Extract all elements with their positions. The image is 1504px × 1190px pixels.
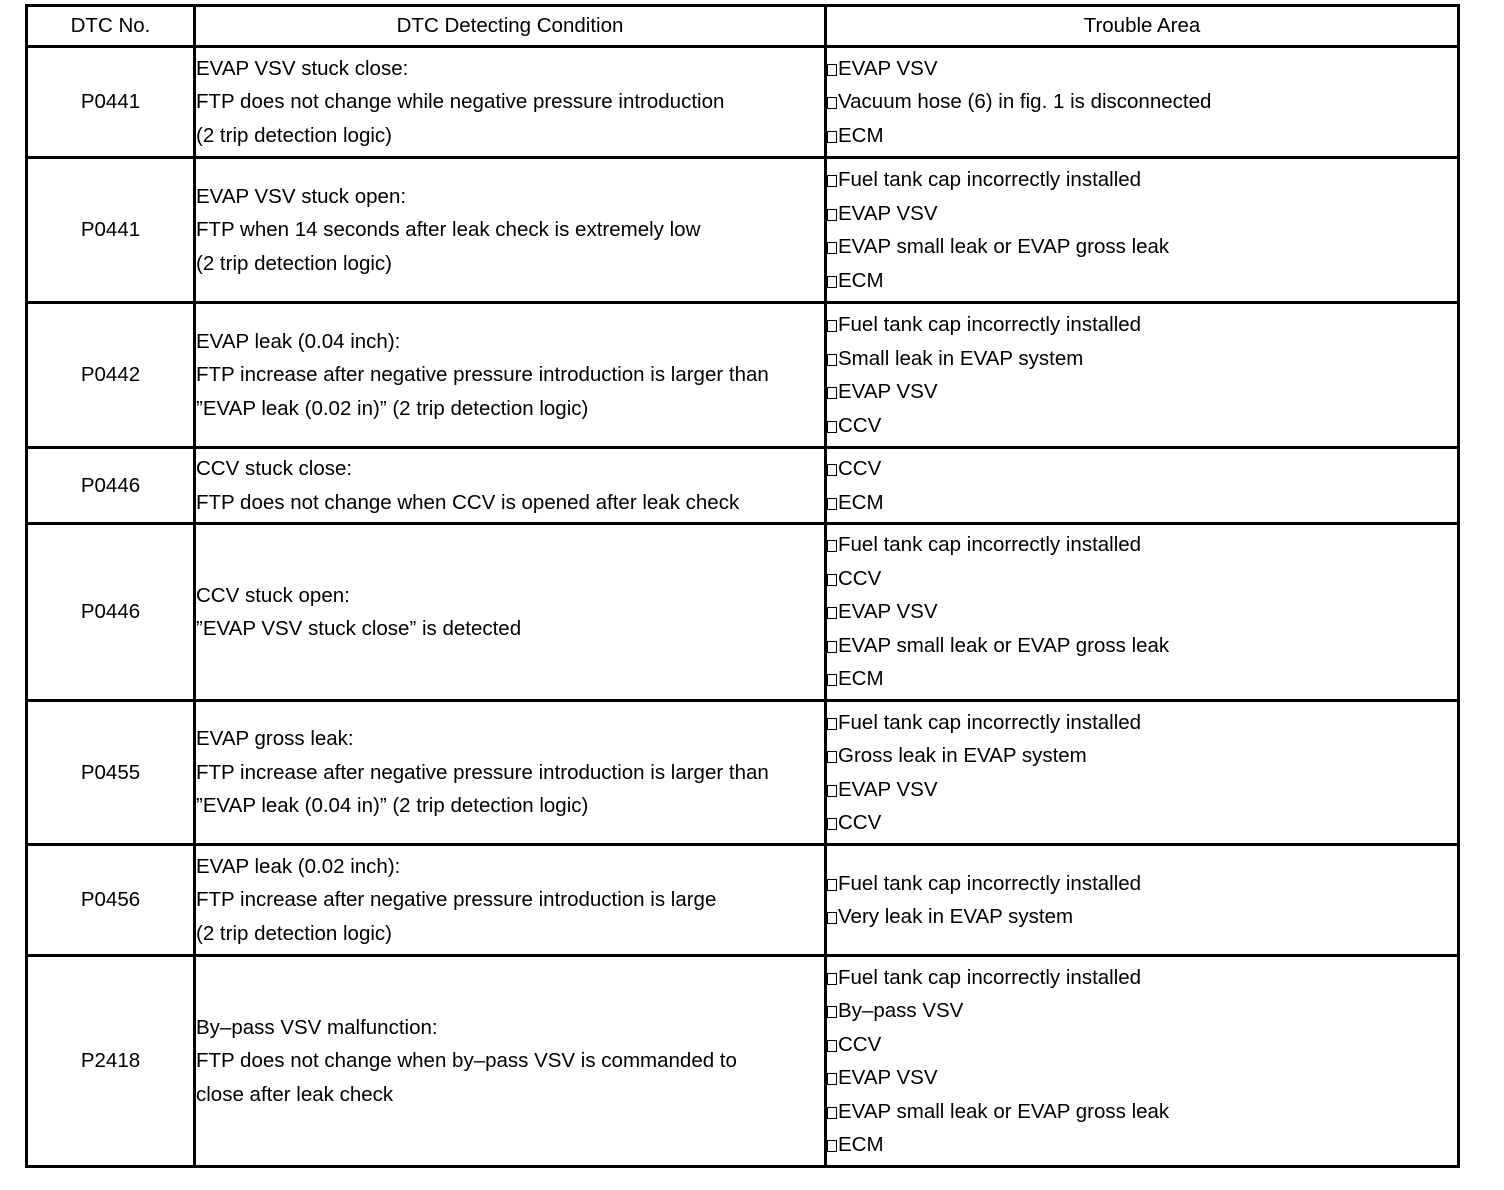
- trouble-item: ECM: [827, 1128, 1457, 1162]
- checkbox-icon: [827, 276, 837, 288]
- trouble-item: Small leak in EVAP system: [827, 342, 1457, 376]
- table-row: [27, 524, 1459, 701]
- checkbox-icon: [827, 718, 837, 730]
- trouble-item: ECM: [827, 119, 1457, 153]
- trouble-item: EVAP VSV: [827, 1061, 1457, 1095]
- condition-line: FTP does not change when by–pass VSV is commanded to: [196, 1049, 737, 1073]
- condition-line: FTP increase after negative pressure introduction is large: [196, 888, 717, 912]
- condition-line: FTP does not change while negative pressure introduction: [196, 90, 725, 114]
- trouble-item: Gross leak in EVAP system: [827, 739, 1457, 773]
- checkbox-icon: [827, 818, 837, 830]
- trouble-area: [826, 956, 1459, 1167]
- dtc-code: P0446: [27, 524, 195, 701]
- trouble-area: [826, 448, 1459, 524]
- table-row: [27, 158, 1459, 303]
- table-row: [27, 448, 1459, 524]
- condition-line: EVAP leak (0.04 inch):: [196, 329, 401, 353]
- checkbox-icon: [827, 131, 837, 143]
- checkbox-icon: [827, 973, 837, 985]
- checkbox-icon: [827, 387, 837, 399]
- trouble-item: EVAP VSV: [827, 375, 1457, 409]
- checkbox-icon: [827, 320, 837, 332]
- checkbox-icon: [827, 498, 837, 510]
- checkbox-icon: [827, 64, 837, 76]
- condition-line: By–pass VSV malfunction:: [196, 1015, 438, 1039]
- dtc-code: P0455: [27, 701, 195, 845]
- condition-line: CCV stuck open:: [196, 583, 350, 607]
- checkbox-icon: [827, 641, 837, 653]
- dtc-code: P0456: [27, 845, 195, 956]
- trouble-item: Fuel tank cap incorrectly installed: [827, 163, 1457, 197]
- header-detecting-condition: DTC Detecting Condition: [195, 6, 826, 47]
- trouble-area: [826, 303, 1459, 448]
- dtc-code: P0442: [27, 303, 195, 448]
- checkbox-icon: [827, 879, 837, 891]
- trouble-item: Fuel tank cap incorrectly installed: [827, 706, 1457, 740]
- condition-line: EVAP gross leak:: [196, 727, 354, 751]
- trouble-item: Fuel tank cap incorrectly installed: [827, 961, 1457, 995]
- detecting-condition: [195, 956, 826, 1167]
- trouble-area: [826, 845, 1459, 956]
- trouble-item: Fuel tank cap incorrectly installed: [827, 308, 1457, 342]
- dtc-table: [25, 4, 1460, 1168]
- checkbox-icon: [827, 1073, 837, 1085]
- condition-line: FTP increase after negative pressure introduction is larger than: [196, 760, 769, 784]
- trouble-item: ECM: [827, 486, 1457, 520]
- trouble-item: EVAP small leak or EVAP gross leak: [827, 629, 1457, 663]
- trouble-item: EVAP VSV: [827, 595, 1457, 629]
- trouble-item: Fuel tank cap incorrectly installed: [827, 528, 1457, 562]
- checkbox-icon: [827, 464, 837, 476]
- checkbox-icon: [827, 1040, 837, 1052]
- condition-line: FTP does not change when CCV is opened after leak check: [196, 490, 740, 514]
- trouble-area: [826, 47, 1459, 158]
- trouble-item: EVAP small leak or EVAP gross leak: [827, 1095, 1457, 1129]
- condition-line: EVAP VSV stuck close:: [196, 56, 409, 80]
- table-row: [27, 47, 1459, 158]
- checkbox-icon: [827, 574, 837, 586]
- trouble-item: ECM: [827, 264, 1457, 298]
- trouble-item: EVAP VSV: [827, 197, 1457, 231]
- condition-line: (2 trip detection logic): [196, 921, 392, 945]
- table-row: [27, 845, 1459, 956]
- trouble-item: Vacuum hose (6) in fig. 1 is disconnected: [827, 85, 1457, 119]
- dtc-code: P0441: [27, 158, 195, 303]
- checkbox-icon: [827, 421, 837, 433]
- checkbox-icon: [827, 785, 837, 797]
- trouble-item: EVAP VSV: [827, 52, 1457, 86]
- trouble-item: CCV: [827, 806, 1457, 840]
- detecting-condition: [195, 47, 826, 158]
- checkbox-icon: [827, 674, 837, 686]
- detecting-condition: [195, 845, 826, 956]
- checkbox-icon: [827, 540, 837, 552]
- trouble-item: CCV: [827, 1028, 1457, 1062]
- condition-line: FTP when 14 seconds after leak check is extremely low: [196, 218, 701, 242]
- condition-line: (2 trip detection logic): [196, 123, 392, 147]
- checkbox-icon: [827, 242, 837, 254]
- condition-line: ”EVAP leak (0.02 in)” (2 trip detection logic): [196, 396, 589, 420]
- trouble-item: EVAP VSV: [827, 773, 1457, 807]
- header-dtc-no: DTC No.: [27, 6, 195, 47]
- table-row: [27, 956, 1459, 1167]
- dtc-code: P2418: [27, 956, 195, 1167]
- trouble-item: Fuel tank cap incorrectly installed: [827, 867, 1457, 901]
- trouble-item: CCV: [827, 409, 1457, 443]
- checkbox-icon: [827, 607, 837, 619]
- condition-line: (2 trip detection logic): [196, 251, 392, 275]
- checkbox-icon: [827, 912, 837, 924]
- trouble-item: By–pass VSV: [827, 994, 1457, 1028]
- trouble-area: [826, 524, 1459, 701]
- condition-line: EVAP leak (0.02 inch):: [196, 854, 401, 878]
- detecting-condition: [195, 701, 826, 845]
- detecting-condition: [195, 303, 826, 448]
- header-row: [27, 6, 1459, 47]
- condition-line: close after leak check: [196, 1082, 394, 1106]
- checkbox-icon: [827, 1140, 837, 1152]
- condition-line: ”EVAP leak (0.04 in)” (2 trip detection logic): [196, 794, 589, 818]
- condition-line: ”EVAP VSV stuck close” is detected: [196, 617, 522, 640]
- checkbox-icon: [827, 209, 837, 221]
- detecting-condition: [195, 448, 826, 524]
- checkbox-icon: [827, 97, 837, 109]
- checkbox-icon: [827, 1107, 837, 1119]
- table-row: [27, 701, 1459, 845]
- trouble-item: Very leak in EVAP system: [827, 900, 1457, 934]
- detecting-condition: [195, 524, 826, 701]
- dtc-code: P0446: [27, 448, 195, 524]
- trouble-item: ECM: [827, 662, 1457, 696]
- table-row: [27, 303, 1459, 448]
- trouble-area: [826, 158, 1459, 303]
- checkbox-icon: [827, 1006, 837, 1018]
- trouble-item: CCV: [827, 452, 1457, 486]
- trouble-item: EVAP small leak or EVAP gross leak: [827, 230, 1457, 264]
- condition-line: CCV stuck close:: [196, 457, 353, 480]
- condition-line: FTP increase after negative pressure introduction is larger than: [196, 363, 769, 387]
- trouble-area: [826, 701, 1459, 845]
- checkbox-icon: [827, 751, 837, 763]
- checkbox-icon: [827, 175, 837, 187]
- header-trouble-area: Trouble Area: [826, 6, 1459, 47]
- detecting-condition: [195, 158, 826, 303]
- checkbox-icon: [827, 354, 837, 366]
- dtc-code: P0441: [27, 47, 195, 158]
- trouble-item: CCV: [827, 562, 1457, 596]
- condition-line: EVAP VSV stuck open:: [196, 184, 407, 208]
